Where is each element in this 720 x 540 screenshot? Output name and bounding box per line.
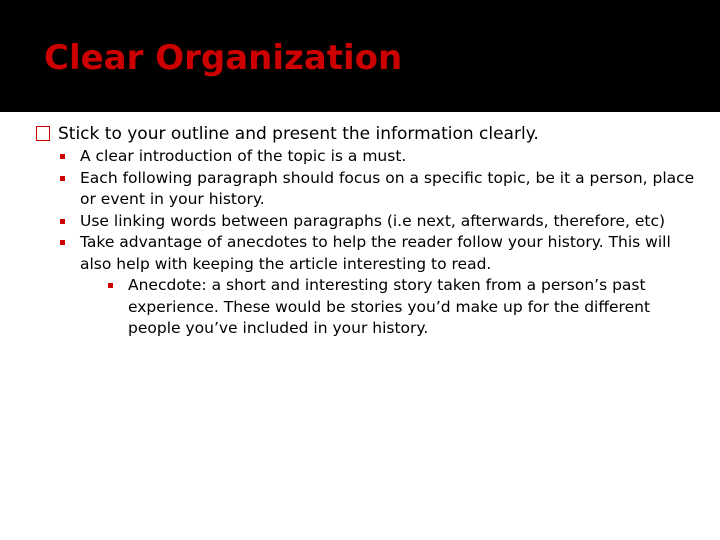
slide-title: Clear Organization xyxy=(44,38,403,78)
square-bullet-icon xyxy=(108,283,113,288)
slide-content xyxy=(36,122,706,340)
sub-sub-bullet-text: Anecdote: a short and interesting story taken from a person’s past experience. These would be stories you’d make up for the different people you’ve included in your history. xyxy=(128,276,651,337)
sub-bullet-text: A clear introduction of the topic is a must. xyxy=(80,147,407,165)
square-bullet-icon xyxy=(60,176,65,181)
sub-bullet-text: Each following paragraph should focus on a specific topic, be it a person, place or event in your history. xyxy=(80,168,695,208)
sub-bullet-text: Use linking words between paragraphs (i.e next, afterwards, therefore, etc) xyxy=(80,211,666,230)
sub-bullet xyxy=(58,232,706,275)
title-bar xyxy=(0,0,720,112)
main-bullet xyxy=(36,122,706,146)
square-bullet-icon xyxy=(60,154,65,159)
sub-bullet xyxy=(58,168,706,211)
square-bullet-icon xyxy=(60,219,65,224)
sub-bullet xyxy=(58,146,706,168)
main-bullet-text: Stick to your outline and present the information clearly. xyxy=(58,124,539,144)
missing-glyph-icon xyxy=(36,126,50,141)
sub-sub-bullet xyxy=(106,275,706,340)
square-bullet-icon xyxy=(60,240,65,245)
sub-bullet-text: Take advantage of anecdotes to help the reader follow your history. This will also help with keeping the article interesting to read. xyxy=(80,233,671,273)
sub-bullet xyxy=(58,211,706,233)
